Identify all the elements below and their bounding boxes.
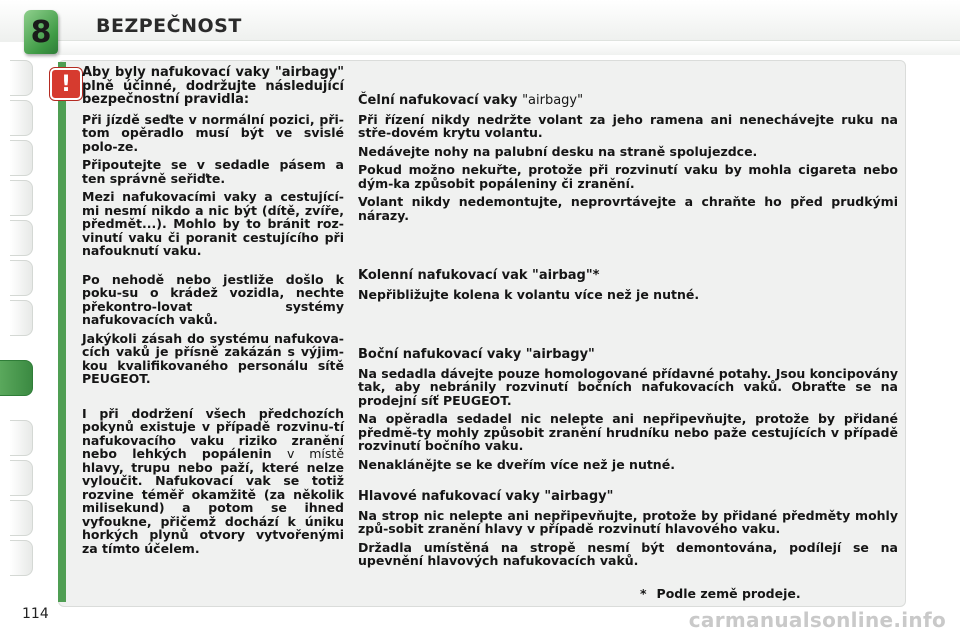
side-tab-strip — [0, 58, 34, 578]
footnote — [640, 586, 801, 601]
side-tab[interactable] — [10, 220, 33, 256]
chapter-number: 8 — [30, 14, 52, 50]
section-side-airbags — [358, 348, 898, 471]
left-paragraph: Jakýkoli zásah do systému nafukova-cích vaků je přísně zakázán s výjim-kou kvalifikovaného personálu sítě PEUGEOT. — [82, 330, 344, 386]
left-final-paragraph — [82, 407, 344, 556]
section-title — [358, 94, 898, 108]
section-head-airbags — [358, 490, 898, 568]
spacer — [82, 263, 344, 273]
final-text-b: v místě — [286, 446, 345, 461]
section-paragraph: Na strop nic nelepte ani nepřipevňujte, protože by přidané předměty mohly způ-sobit zranění hlavy v případě rozvinutí hlavového vaku. — [358, 507, 898, 536]
section-paragraph: Při řízení nikdy nedržte volant za jeho ramena ani nenechávejte ruku na stře-dovém krytu volantu. — [358, 111, 898, 140]
left-paragraph: Při jízdě seďte v normální pozici, při-tom opěradlo musí být ve svislé polo-ze. — [82, 111, 344, 154]
side-tab[interactable] — [10, 500, 33, 536]
footnote-star: * — [640, 586, 647, 601]
section-paragraph: Na opěradla sedadel nic nelepte ani nepřipevňujte, protože by přidané předmě-ty mohly způsobit zranění hrudníku nebo paže cestujících v případě rozvinutí bočního vaku. — [358, 411, 898, 453]
section-paragraph: Na sedadla dávejte pouze homologované přídavné potahy. Jsou koncipovány tak, aby nebránily rozvinutí bočních nafukovacích vaků. Obraťte se na prodejní síť PEUGEOT. — [358, 365, 898, 408]
final-text-c: hlavy, trupu nebo paží, které nelze vyloučit. Nafukovací vak se totiž rozvine téměř okamžitě (za několik milisekund) a potom se ihned vyfoukne, přičemž dochází k úniku horkých plynů otvory vytvořenými za tímto účelem. — [82, 459, 344, 556]
section-paragraph: Nenaklánějte se ke dveřím více než je nutné. — [358, 456, 675, 472]
front-title-bold: Čelní nafukovací vaky — [358, 93, 518, 108]
spacer — [358, 227, 898, 269]
right-column — [358, 94, 898, 573]
left-paragraph: Mezi nafukovacími vaky a cestující-mi nesmí nikdo a nic být (dítě, zvíře, předmět...). Mohlo by to bránit roz-vinutí vaku či poranit cestujícího při nafouknutí vaku. — [82, 189, 344, 258]
left-paragraph: Připoutejte se v sedadle pásem a ten správně seřiďte. — [82, 157, 344, 186]
section-front-airbags — [358, 94, 898, 222]
side-tab[interactable] — [10, 180, 33, 216]
page-number: 114 — [22, 606, 49, 622]
left-intro-title: Aby byly nafukovací vaky "airbagy" plně účinné, dodržujte následující bezpečnostní pravidla: — [82, 65, 344, 107]
section-title: Boční nafukovací vaky "airbagy" — [358, 347, 595, 362]
footnote-text: Podle země prodeje. — [656, 586, 801, 601]
panel-accent-bar — [58, 62, 66, 602]
warning-symbol: ! — [60, 71, 72, 97]
section-paragraph: Volant nikdy nedemontujte, neprovrtávejte a chraňte ho před prudkými nárazy. — [358, 194, 898, 223]
side-tab[interactable] — [10, 540, 33, 576]
side-tab[interactable] — [10, 100, 33, 136]
final-text-a: I při dodržení všech předchozích pokynů existuje v případě rozvinu-tí nafukovacího vaku riziko zranění nebo lehkých popálenin — [82, 405, 344, 461]
warning-icon — [50, 68, 82, 100]
left-column — [82, 66, 344, 560]
side-tab-active[interactable] — [0, 360, 33, 396]
watermark: carmanualsonline.info — [688, 608, 946, 632]
chapter-number-tab — [24, 10, 58, 54]
side-tab[interactable] — [10, 60, 33, 96]
side-tab[interactable] — [10, 460, 33, 496]
section-paragraph: Pokud možno nekuřte, protože při rozvinutí vaku by mohla cigareta nebo dým-ka způsobit popáleniny či zranění. — [358, 162, 898, 191]
spacer — [358, 476, 898, 490]
section-title: Kolenní nafukovací vak "airbag"* — [358, 268, 600, 283]
page-title: BEZPEČNOST — [96, 15, 242, 37]
front-title-thin: "airbagy" — [522, 93, 584, 108]
left-paragraph: Po nehodě nebo jestliže došlo k poku-su o krádež vozidla, nechte překontro-lovat systémy nafukovacích vaků. — [82, 271, 344, 327]
side-tab[interactable] — [10, 260, 33, 296]
spacer — [358, 306, 898, 348]
spacer — [82, 391, 344, 407]
side-tab[interactable] — [10, 300, 33, 336]
side-tab[interactable] — [10, 420, 33, 456]
side-tab[interactable] — [10, 140, 33, 176]
section-title: Hlavové nafukovací vaky "airbagy" — [358, 489, 614, 504]
section-knee-airbag — [358, 269, 898, 301]
section-paragraph: Nedávejte nohy na palubní desku na straně spolujezdce. — [358, 143, 758, 159]
header-underline — [58, 40, 960, 55]
section-paragraph: Držadla umístěná na stropě nesmí být demontována, podílejí se na upevnění hlavových nafukovacích vaků. — [358, 539, 898, 568]
section-paragraph: Nepřibližujte kolena k volantu více než je nutné. — [358, 286, 700, 302]
